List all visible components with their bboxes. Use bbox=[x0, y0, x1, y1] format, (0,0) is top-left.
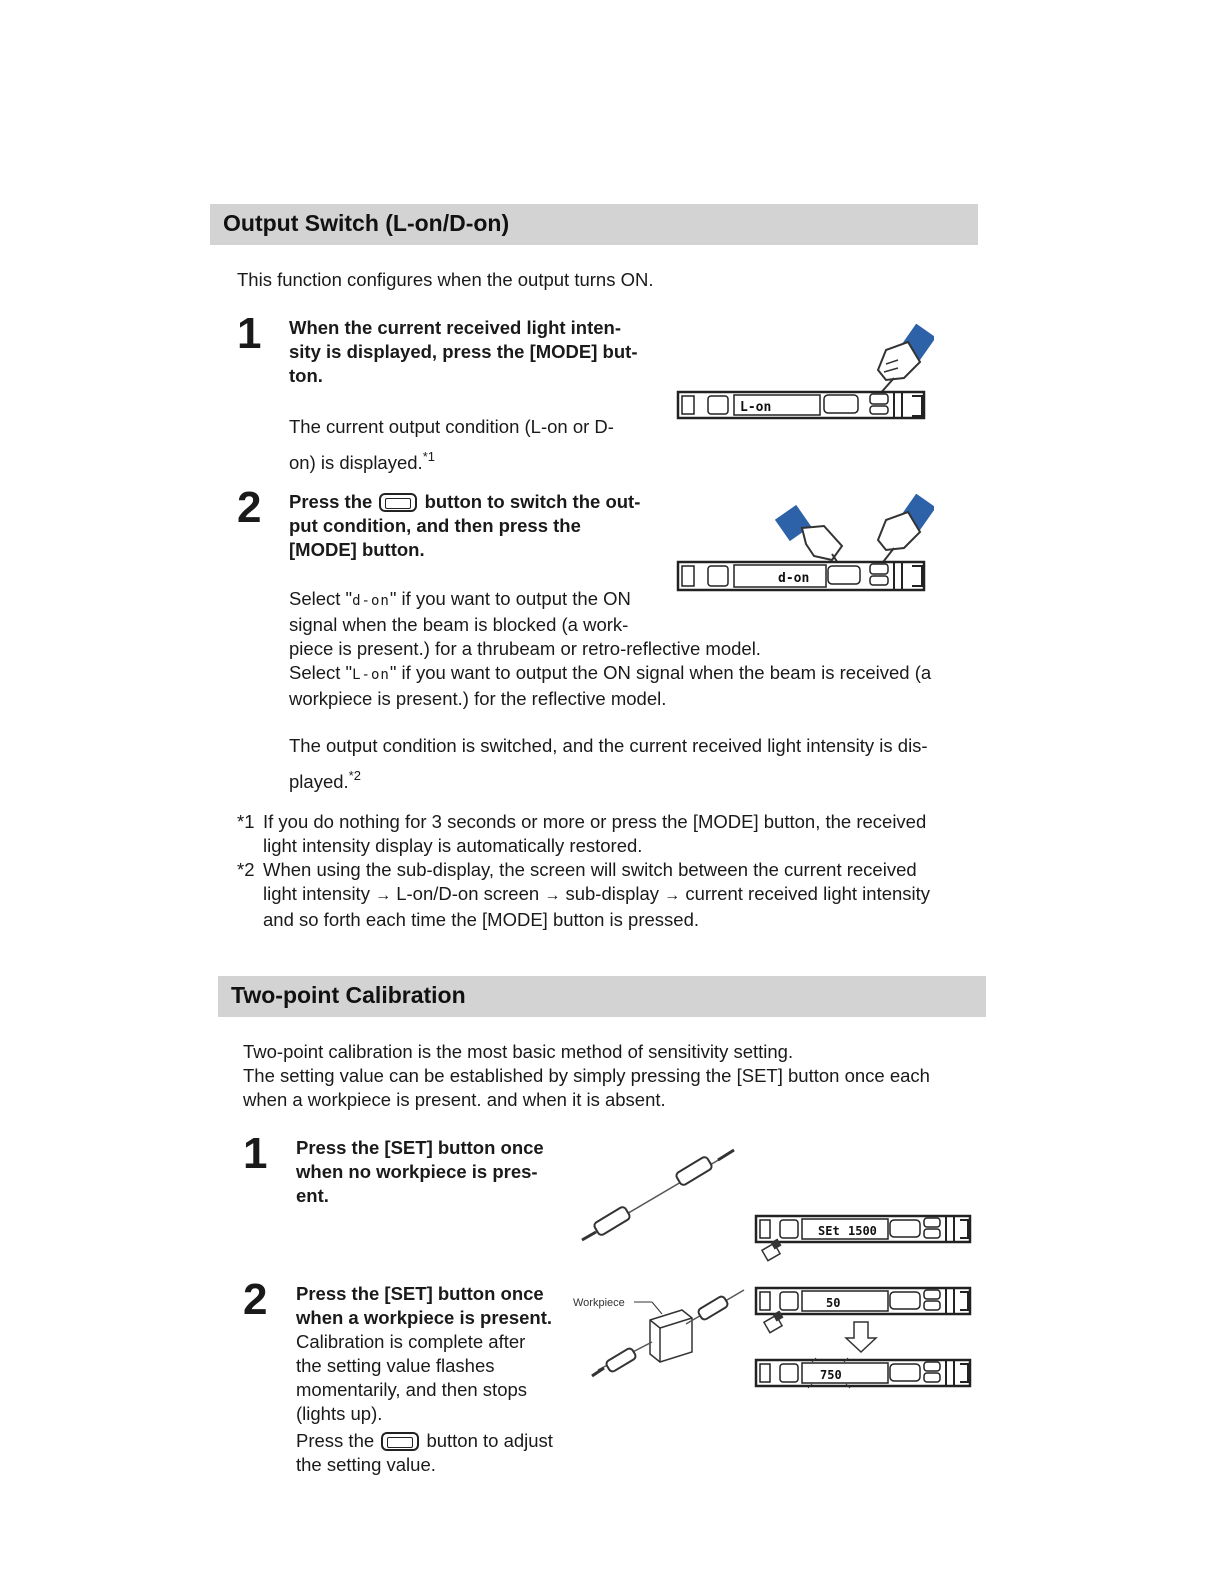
amplifier-illustration bbox=[752, 1282, 976, 1398]
amplifier-illustration bbox=[672, 320, 934, 430]
step-number: 1 bbox=[237, 309, 262, 358]
step-number: 2 bbox=[237, 483, 262, 532]
display-readout: 750 bbox=[820, 1368, 842, 1382]
adjust-button-icon bbox=[381, 1432, 419, 1451]
footnote-ref: *2 bbox=[348, 768, 361, 783]
arrow-icon: → bbox=[544, 887, 561, 904]
selection-description: Select "d-on" if you want to output the ON signal when the beam is blocked (a work- piece is present.) for a thrubeam or retro-reflective model. Select "L-on" if you want to output the ON signal when the beam is received (a workpiece is present.) for the reflective model. bbox=[289, 588, 932, 709]
segment-text: d-on bbox=[352, 593, 390, 609]
amplifier-illustration bbox=[752, 1210, 976, 1266]
arrow-icon: → bbox=[375, 887, 392, 904]
workpiece-label: Workpiece bbox=[573, 1297, 625, 1309]
section-title: Two-point Calibration bbox=[231, 982, 466, 1008]
section-header-two-point-calibration bbox=[218, 976, 986, 1017]
step-instruction: Press the [SET] button once when no workpiece is pres- ent. bbox=[296, 1137, 544, 1206]
section-intro: Two-point calibration is the most basic method of sensitivity setting. The setting value can be established by simply pressing the [SET] button once each when a workpiece is present. and when it is absent. bbox=[243, 1041, 930, 1110]
adjust-button-icon bbox=[379, 493, 417, 512]
footnote-mark: *1 bbox=[237, 811, 255, 832]
workpiece-illustration bbox=[570, 1284, 750, 1394]
step-result: Calibration is complete after the setting value flashes momentarily, and then stops (lights up). Press the button to adjust the setting value. bbox=[296, 1331, 553, 1475]
step-number: 1 bbox=[243, 1129, 268, 1178]
step-instruction: Press the button to switch the out- put condition, and then press the [MODE] button. bbox=[289, 491, 641, 560]
arrow-icon: → bbox=[664, 887, 681, 904]
segment-text: L-on bbox=[352, 667, 390, 683]
display-readout: SEt bbox=[818, 1224, 840, 1238]
step-result: The current output condition (L-on or D- on) is displayed.$^{*1}$ bbox=[289, 416, 614, 473]
section-title: Output Switch (L-on/D-on) bbox=[223, 210, 510, 236]
footnote-mark: *2 bbox=[237, 859, 255, 880]
display-readout: d-on bbox=[778, 571, 810, 586]
fiber-sensor-illustration bbox=[576, 1144, 740, 1248]
step-instruction: Press the [SET] button once when a workpiece is present. bbox=[296, 1283, 553, 1328]
step-number: 2 bbox=[243, 1275, 268, 1324]
footnotes: *1 If you do nothing for 3 seconds or more or press the [MODE] button, the received light intensity display is automatically restored. *2 When using the sub-display, the screen will switch between the current received light intensity → L-on/D-on screen → sub-display → current received light intensity and so forth each time the [MODE] button is pressed. bbox=[237, 811, 931, 930]
section-header-output-switch bbox=[210, 204, 978, 245]
hand-icon bbox=[878, 494, 934, 566]
display-readout: L-on bbox=[740, 400, 772, 415]
display-readout: 50 bbox=[826, 1296, 841, 1310]
step-result: The output condition is switched, and the current received light intensity is dis- played.$^{*2}$ bbox=[289, 735, 928, 792]
footnote-ref: *1 bbox=[422, 449, 435, 464]
arrow-down-icon bbox=[846, 1322, 876, 1352]
step-instruction: When the current received light inten- sity is displayed, press the [MODE] but- ton. bbox=[289, 317, 638, 386]
display-readout: 1500 bbox=[848, 1224, 877, 1238]
hand-icon bbox=[878, 324, 934, 396]
workpiece-block bbox=[650, 1310, 692, 1362]
section-intro: This function configures when the output turns ON. bbox=[237, 269, 654, 290]
